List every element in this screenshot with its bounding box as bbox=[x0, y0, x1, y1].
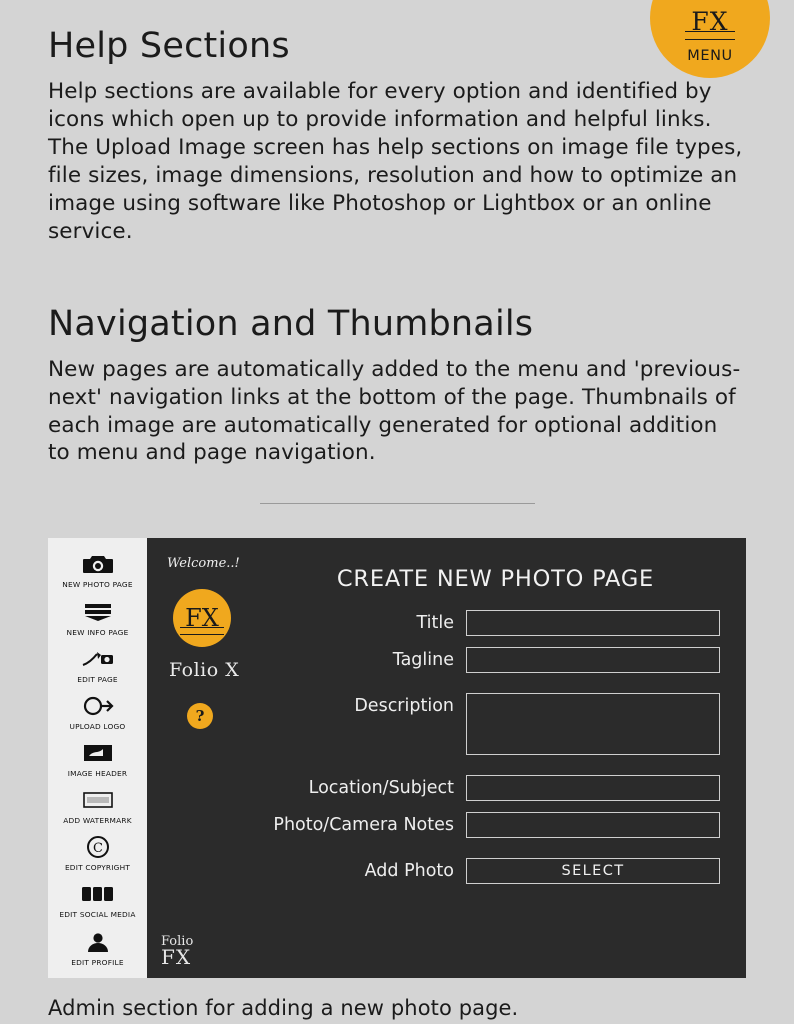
menu-label: MENU bbox=[687, 48, 733, 64]
field-label: Description bbox=[354, 696, 454, 717]
photo-camera-notes-input[interactable] bbox=[466, 812, 720, 838]
sidebar-label: UPLOAD LOGO bbox=[69, 721, 126, 731]
description-textarea[interactable] bbox=[466, 693, 720, 755]
brand-footer-top: Folio bbox=[161, 934, 194, 950]
section-body-help: Help sections are available for every option and identified by icons which open up to provide information and helpful links. The Upload Image screen has help sections on image file types, file sizes, image dimensions, resolution and how to optimize an image using software like Photoshop or Lightbox or an online service. bbox=[48, 79, 743, 244]
brand-logo-mark: FX bbox=[185, 604, 219, 633]
sidebar-item-new-info-page[interactable] bbox=[48, 594, 147, 641]
sidebar-item-new-photo-page[interactable] bbox=[48, 546, 147, 593]
section-title-help: Help Sections bbox=[48, 26, 290, 66]
image-header-icon bbox=[81, 738, 115, 768]
create-photo-page-form bbox=[265, 538, 746, 978]
sidebar-label: EDIT SOCIAL MEDIA bbox=[59, 910, 136, 920]
field-row-location bbox=[271, 775, 720, 801]
camera-icon bbox=[81, 549, 115, 579]
brand-logo-circle bbox=[173, 589, 231, 647]
sidebar-item-edit-profile[interactable] bbox=[48, 924, 147, 971]
form-title: CREATE NEW PHOTO PAGE bbox=[336, 566, 655, 593]
section-title-navigation: Navigation and Thumbnails bbox=[48, 303, 534, 344]
field-row-tagline bbox=[271, 647, 720, 673]
social-media-icon bbox=[80, 879, 116, 909]
copyright-icon bbox=[85, 832, 111, 862]
pages-icon bbox=[81, 597, 115, 627]
document-content bbox=[0, 0, 794, 504]
admin-screenshot bbox=[48, 538, 746, 978]
screenshot-figure bbox=[48, 538, 746, 978]
sidebar-label: NEW INFO PAGE bbox=[66, 627, 129, 637]
svg-text:C: C bbox=[92, 841, 103, 857]
tagline-input[interactable] bbox=[466, 647, 720, 673]
brand-footer-bottom: FX bbox=[161, 944, 192, 969]
welcome-text: Welcome..! bbox=[167, 556, 240, 572]
field-row-notes bbox=[271, 812, 720, 838]
admin-sidebar bbox=[48, 538, 147, 978]
sidebar-label: EDIT COPYRIGHT bbox=[64, 863, 131, 873]
brand-logo-mark: FX bbox=[691, 7, 729, 36]
title-input[interactable] bbox=[466, 610, 720, 636]
spacer bbox=[48, 246, 746, 304]
sidebar-label: NEW PHOTO PAGE bbox=[62, 580, 133, 590]
sidebar-label: EDIT PROFILE bbox=[71, 957, 124, 967]
field-label: Title bbox=[416, 613, 454, 634]
sidebar-label: IMAGE HEADER bbox=[67, 768, 128, 778]
upload-logo-icon bbox=[81, 691, 115, 721]
brand-name: Folio X bbox=[169, 659, 240, 682]
field-row-title bbox=[271, 610, 720, 636]
field-label: Tagline bbox=[392, 650, 454, 671]
sidebar-item-upload-logo[interactable] bbox=[48, 688, 147, 735]
field-label: Add Photo bbox=[364, 861, 454, 882]
admin-brand-column bbox=[147, 538, 265, 978]
divider-wrap bbox=[48, 503, 746, 504]
brand-footer-logo bbox=[161, 934, 194, 969]
field-row-description bbox=[271, 693, 720, 755]
sidebar-item-image-header[interactable] bbox=[48, 735, 147, 782]
sidebar-item-add-watermark[interactable] bbox=[48, 782, 147, 829]
divider bbox=[260, 503, 535, 504]
watermark-icon bbox=[81, 785, 115, 815]
sidebar-item-edit-social-media[interactable] bbox=[48, 876, 147, 923]
pencil-camera-icon bbox=[81, 644, 115, 674]
sidebar-item-edit-page[interactable] bbox=[48, 641, 147, 688]
field-row-add-photo bbox=[271, 858, 720, 884]
location-subject-input[interactable] bbox=[466, 775, 720, 801]
sidebar-label: ADD WATERMARK bbox=[63, 816, 132, 826]
section-body-navigation: New pages are automatically added to the menu and 'previous-next' navigation links at the bottom of the page. Thumbnails of each image are automatically generated for optional addition to menu and page navigation. bbox=[48, 356, 741, 466]
field-label: Photo/Camera Notes bbox=[273, 815, 454, 836]
sidebar-item-edit-copyright[interactable] bbox=[48, 829, 147, 876]
figure-caption: Admin section for adding a new photo page. bbox=[48, 996, 519, 1021]
profile-icon bbox=[85, 927, 111, 957]
sidebar-label: EDIT PAGE bbox=[77, 674, 118, 684]
help-icon[interactable]: ? bbox=[187, 703, 213, 729]
field-label: Location/Subject bbox=[308, 778, 454, 799]
select-photo-button[interactable]: SELECT bbox=[466, 858, 720, 884]
